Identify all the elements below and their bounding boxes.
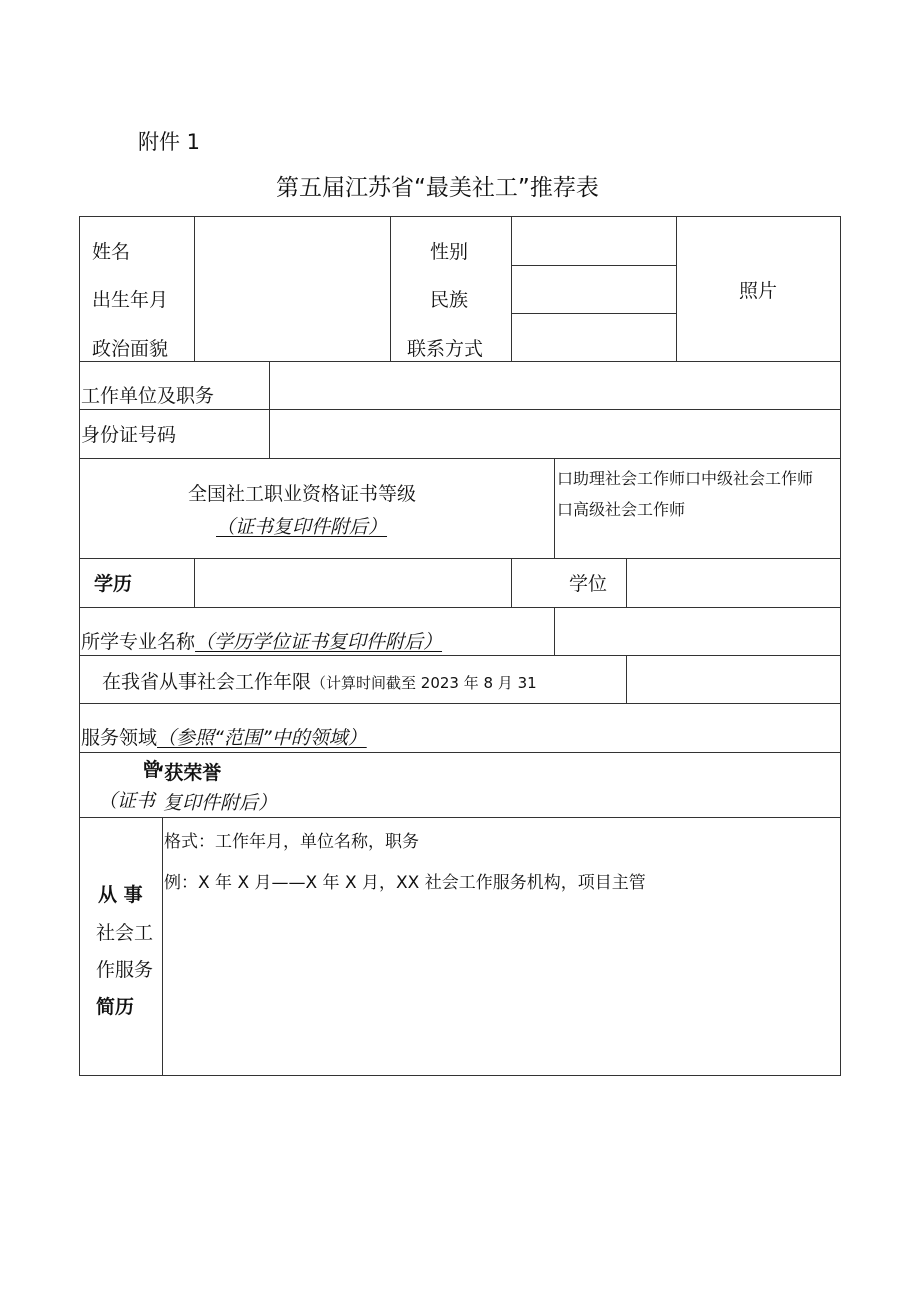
degree-field[interactable] bbox=[627, 559, 840, 607]
photo-field[interactable] bbox=[677, 217, 840, 361]
major-label: 所学专业名称 bbox=[81, 631, 196, 653]
major-field[interactable] bbox=[555, 608, 840, 655]
gender-field[interactable] bbox=[512, 217, 676, 265]
resume-field[interactable] bbox=[163, 905, 840, 1075]
political-label: 政治面貌 bbox=[92, 338, 169, 360]
photo-label: 照片 bbox=[739, 280, 778, 302]
years-field[interactable] bbox=[627, 656, 840, 703]
service-area-group bbox=[81, 727, 367, 749]
years-note: （计算时间截至 2023 年 8 月 31 bbox=[311, 674, 537, 692]
page-title: 第五届江苏省“最美社工”推荐表 bbox=[276, 175, 599, 201]
education-label: 学历 bbox=[94, 573, 133, 595]
service-area-label: 服务领域 bbox=[81, 727, 158, 749]
birth-label: 出生年月 bbox=[92, 289, 169, 311]
resume-label-4: 简历 bbox=[96, 996, 135, 1018]
resume-label-3: 作服务 bbox=[96, 959, 154, 981]
honors-note-2: 复印件附后） bbox=[163, 792, 278, 814]
honors-note-1: （证书 bbox=[98, 790, 156, 812]
resume-label-1: 从 事 bbox=[98, 884, 143, 906]
honors-label-2: ‘获荣誉 bbox=[157, 762, 222, 784]
work-unit-field[interactable] bbox=[270, 362, 840, 409]
degree-label: 学位 bbox=[569, 573, 608, 595]
id-label: 身份证号码 bbox=[81, 424, 177, 446]
name-field[interactable] bbox=[195, 217, 390, 361]
qualification-option-1[interactable]: 口助理社会工作师口中级社会工作师 bbox=[557, 469, 814, 488]
service-area-note: （参照“范围”中的领域） bbox=[157, 727, 367, 749]
major-label-group bbox=[81, 631, 442, 653]
honors-label-1: 曾 bbox=[142, 759, 162, 781]
work-unit-label: 工作单位及职务 bbox=[81, 385, 215, 407]
name-label: 姓名 bbox=[92, 241, 131, 263]
years-label-group bbox=[102, 671, 537, 694]
gender-label: 性别 bbox=[430, 241, 469, 263]
ethnicity-label: 民族 bbox=[430, 289, 469, 311]
contact-field[interactable] bbox=[512, 314, 676, 361]
contact-label: 联系方式 bbox=[407, 338, 484, 360]
resume-example: 例：X 年 X 月——X 年 X 月，XX 社会工作服务机构，项目主管 bbox=[164, 873, 646, 893]
qualification-label: 全国社工职业资格证书等级 bbox=[188, 483, 417, 505]
education-field[interactable] bbox=[195, 559, 511, 607]
resume-label-2: 社会工 bbox=[96, 922, 154, 944]
ethnicity-field[interactable] bbox=[512, 266, 676, 313]
years-label: 在我省从事社会工作年限 bbox=[102, 671, 312, 693]
major-note: （学历学位证书复印件附后） bbox=[195, 631, 443, 653]
attachment-label: 附件 1 bbox=[138, 130, 201, 154]
resume-format: 格式：工作年月，单位名称，职务 bbox=[164, 832, 419, 852]
id-field[interactable] bbox=[270, 410, 840, 458]
qualification-note: （证书复印件附后） bbox=[216, 516, 388, 538]
qualification-option-2[interactable]: 口高级社会工作师 bbox=[557, 500, 686, 519]
